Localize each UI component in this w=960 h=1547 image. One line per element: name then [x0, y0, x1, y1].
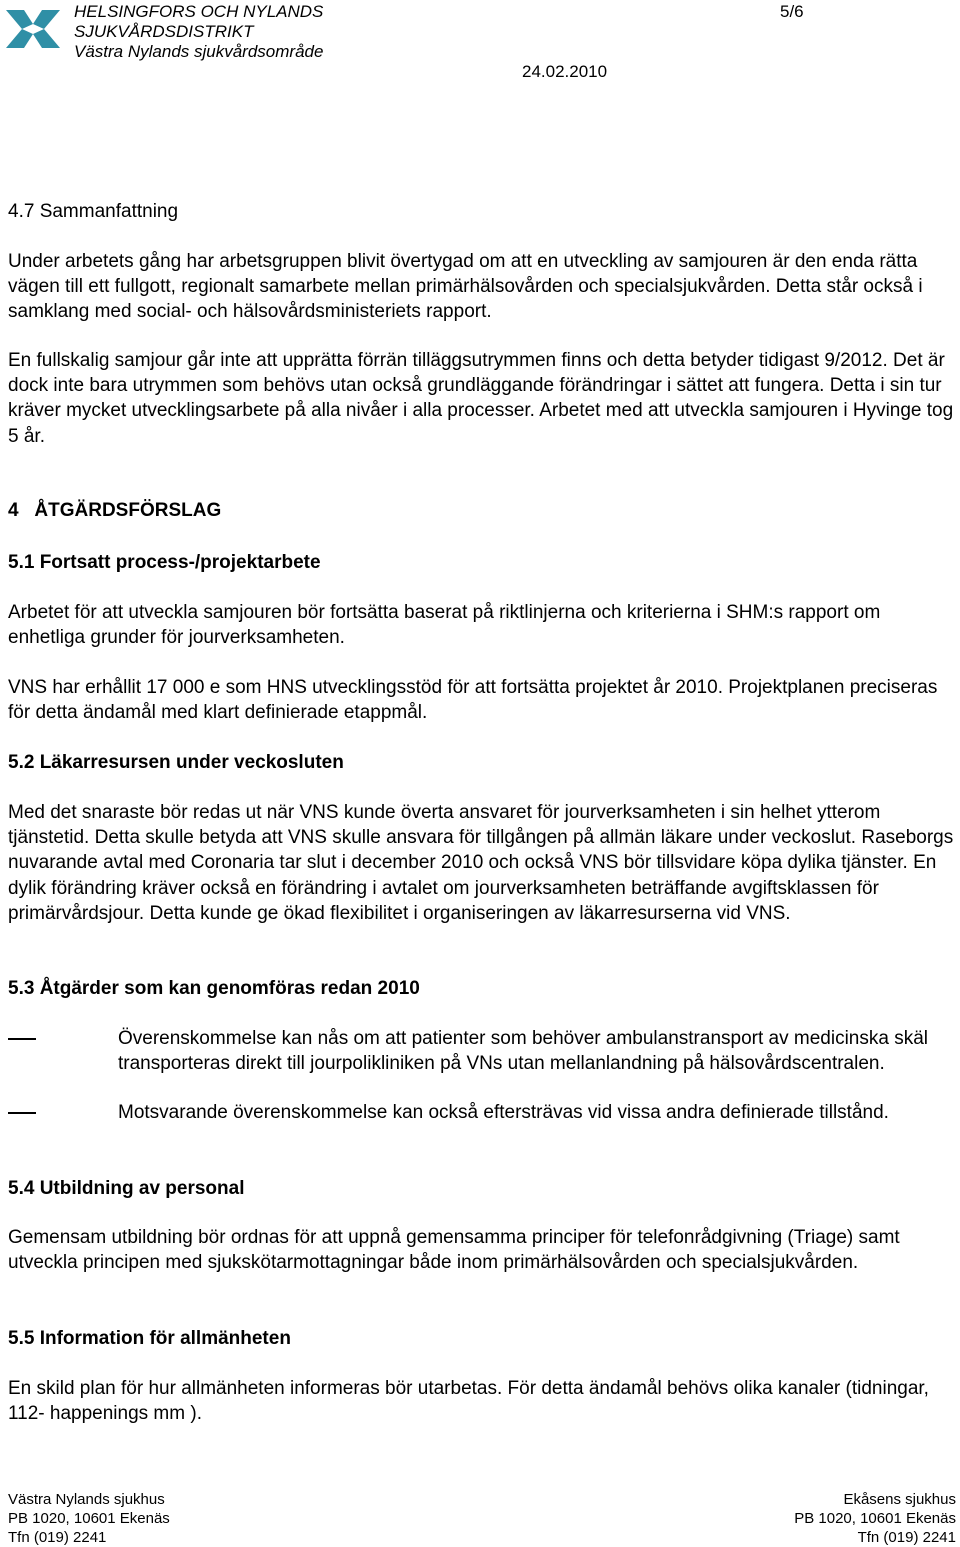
paragraph-5-2: Med det snaraste bör redas ut när VNS kunde överta ansvaret för jourverksamheten i sin helhet ytterom tjänstetid. Detta skulle betyda att VNS skulle ansvara för tillgången på allmän läkare under veckoslut. Raseborgs nuvarande avtal med Coronaria tar slut i december 2010 och också VNS bör tillsvidare köpa dylika tjänster. En dylik förändring kräver också en förändring i avtalet om jourverksamheten beträffande avgiftsklassen för primärvårdsjour. Detta kunde ge ökad flexibilitet i organiseringen av läkarresurserna vid VNS.	[8, 802, 954, 924]
footer-right-address: PB 1020, 10601 Ekenäs	[794, 1510, 956, 1527]
page-number: 5/6	[780, 2, 804, 21]
paragraph-summary-1: Under arbetets gång har arbetsgruppen blivit övertygad om att en utveckling av samjouren är den enda rätta vägen till ett fullgott, regionalt samarbete mellan primärhälsovården och specialsjukvården. Detta står också i samklang med social- och hälsovårdsministeriets rapport.	[8, 251, 923, 323]
hns-logo	[4, 6, 62, 52]
section-heading-5-4: 5.4 Utbildning av personal	[8, 1178, 245, 1199]
footer-right-name: Ekåsens sjukhus	[843, 1491, 956, 1508]
section-heading-5-3: 5.3 Åtgärder som kan genomföras redan 2010	[8, 978, 420, 999]
document-date: 24.02.2010	[522, 62, 608, 81]
section-heading-5-1: 5.1 Fortsatt process-/projektarbete	[8, 552, 321, 573]
footer-left-phone: Tfn (019) 2241	[8, 1529, 107, 1546]
bullet-dash-2	[8, 1112, 36, 1114]
section-heading-5-2: 5.2 Läkarresursen under veckosluten	[8, 752, 344, 773]
footer-left-address: PB 1020, 10601 Ekenäs	[8, 1510, 170, 1527]
paragraph-5-1-a: Arbetet för att utveckla samjouren bör fortsätta baserat på riktlinjerna och kriterierna i SHM:s rapport om enhetliga grunder för jourverksamheten.	[8, 602, 881, 649]
paragraph-5-4: Gemensam utbildning bör ordnas för att uppnå gemensamma principer för telefonrådgivning (Triage) samt utveckla principen med sjukskötarmottagningar både inom primärhälsovården och specialsjukvården.	[8, 1227, 900, 1274]
paragraph-summary-2: En fullskalig samjour går inte att upprätta förrän tilläggsutrymmen finns och detta betyder tidigast 9/2012. Det är dock inte bara utrymmen som behövs utan också grundläggande förändringar i sättet att fungera. Detta i sin tur kräver mycket utvecklingsarbete på alla nivåer i alla processer. Arbetet med att utveckla samjouren i Hyvinge tog 5 år.	[8, 350, 954, 447]
org-name-line2: SJUKVÅRDSDISTRIKT	[74, 22, 254, 41]
bullet-item-2: Motsvarande överenskommelse kan också eftersträvas vid vissa andra definierade tillstånd.	[118, 1102, 889, 1123]
section-heading-5-5: 5.5 Information för allmänheten	[8, 1328, 291, 1349]
bullet-item-1: Överenskommelse kan nås om att patienter som behöver ambulanstransport av medicinska skäl transporteras direkt till jourpolikliniken på VNs utan mellanlandning på hälsovårdscentralen.	[118, 1028, 928, 1075]
section-heading-4-7: 4.7 Sammanfattning	[8, 201, 179, 222]
bullet-dash-1	[8, 1038, 36, 1040]
paragraph-5-1-b: VNS har erhållit 17 000 e som HNS utvecklingsstöd för att fortsätta projektet år 2010. Projektplanen preciseras för detta ändamål med klart definierade etappmål.	[8, 677, 938, 724]
footer-right-phone: Tfn (019) 2241	[857, 1529, 956, 1546]
footer-left-name: Västra Nylands sjukhus	[8, 1491, 165, 1508]
chapter-heading-4: 4 ÅTGÄRDSFÖRSLAG	[8, 500, 222, 521]
hns-logo-icon	[4, 6, 62, 52]
org-name-line3: Västra Nylands sjukvårdsområde	[74, 42, 324, 61]
paragraph-5-5: En skild plan för hur allmänheten informeras bör utarbetas. För detta ändamål behövs olika kanaler (tidningar, 112- happenings mm ).	[8, 1378, 929, 1425]
org-name-line1: HELSINGFORS OCH NYLANDS	[74, 2, 324, 21]
